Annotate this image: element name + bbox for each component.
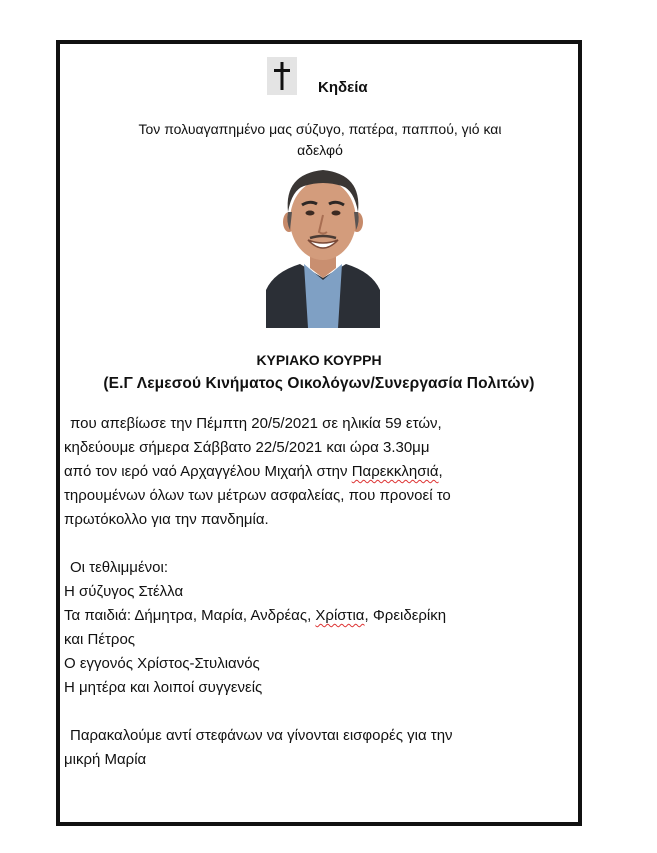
mourner-children-cont: και Πέτρος	[64, 631, 136, 648]
intro-text	[90, 119, 550, 161]
funeral-notice-frame	[56, 40, 582, 826]
details-line-3-end: ,	[438, 463, 443, 480]
request-line-2: μικρή Μαρία	[64, 751, 147, 768]
details-line-2: κηδεύουμε σήμερα Σάββατο 22/5/2021 και ώρα 3.30μμ	[64, 439, 430, 456]
cross-icon	[267, 57, 297, 95]
mourner-spouse: Η σύζυγος Στέλλα	[64, 583, 184, 600]
mourner-others: Η μητέρα και λοιποί συγγενείς	[64, 679, 263, 696]
spacer	[64, 532, 574, 556]
intro-line-2: αδελφό	[297, 142, 343, 158]
details-line-1: που απεβίωσε την Πέμπτη 20/5/2021 σε ηλικία 59 ετών,	[70, 415, 442, 432]
notice-body	[64, 412, 574, 772]
children-start: Τα παιδιά: Δήμητρα, Μαρία, Ανδρέας,	[64, 607, 316, 624]
children-end: , Φρειδερίκη	[364, 607, 447, 624]
notice-title: Κηδεία	[318, 79, 368, 96]
details-line-3-start: από τον ιερό ναό Αρχαγγέλου Μιχαήλ στην	[64, 463, 352, 480]
details-line-5: πρωτόκολλο για την πανδημία.	[64, 511, 269, 528]
church-location: Παρεκκλησιά	[351, 463, 439, 480]
mourners-heading: Οι τεθλιμμένοι:	[70, 559, 168, 576]
child-name-christia: Χρίστια	[315, 607, 365, 624]
mourner-children	[64, 604, 574, 628]
portrait-photo	[266, 160, 380, 328]
deceased-name: ΚΥΡΙΑΚΟ ΚΟΥΡΡΗ	[256, 352, 382, 368]
deceased-affiliation: (Ε.Γ Λεμεσού Κινήματος Οικολόγων/Συνεργασία Πολιτών)	[103, 375, 535, 392]
details-line-3	[64, 460, 574, 484]
details-line-4: τηρουμένων όλων των μέτρων ασφαλείας, που προνοεί το	[64, 487, 451, 504]
mourner-grandson: Ο εγγονός Χρίστος-Στυλιανός	[64, 655, 260, 672]
intro-line-1: Τον πολυαγαπημένο μας σύζυγο, πατέρα, παππού, γιό και	[138, 121, 502, 137]
request-line-1: Παρακαλούμε αντί στεφάνων να γίνονται εισφορές για την	[70, 727, 453, 744]
spacer	[64, 700, 574, 724]
